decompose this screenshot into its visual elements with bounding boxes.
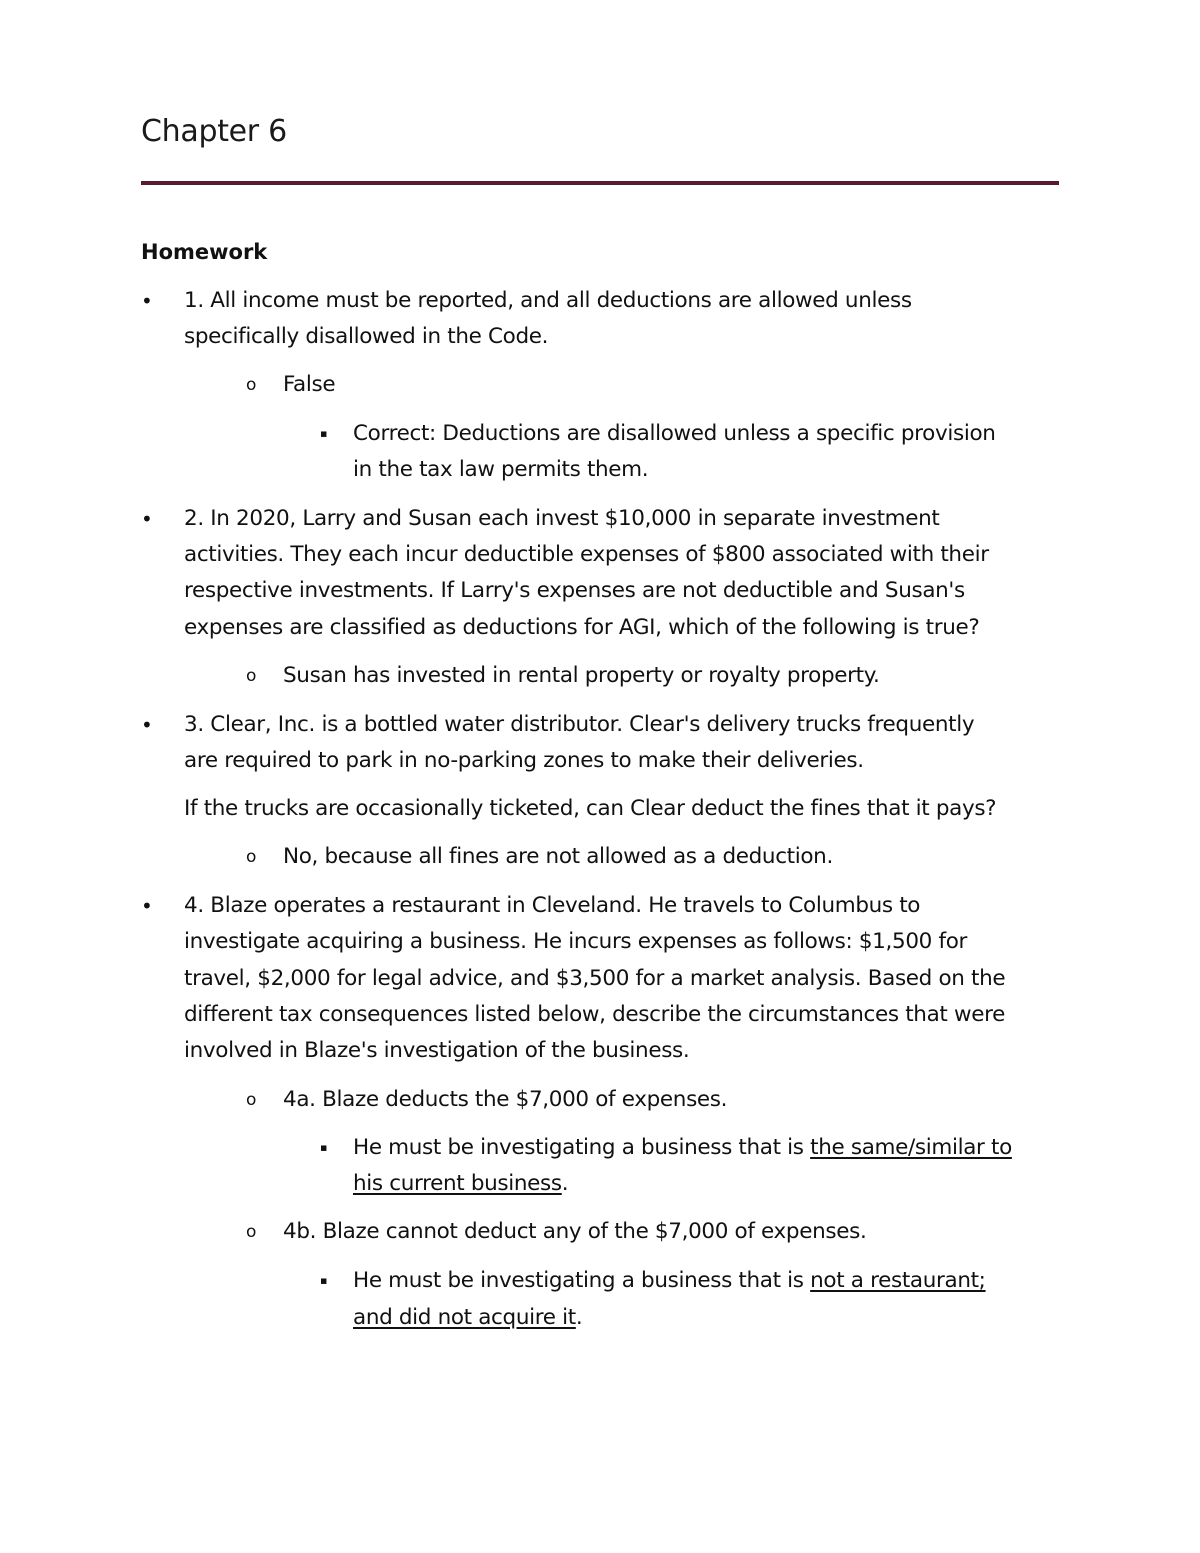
- q4b-answer-underline-1: not a restaurant;: [810, 1268, 986, 1293]
- bullet-marker: •: [141, 894, 153, 918]
- q4b-answer-line-2: [353, 1300, 582, 1337]
- q4b-answer-prefix: He must be investigating a business that is: [353, 1268, 811, 1293]
- bullet-marker: •: [141, 289, 153, 313]
- q1-answer: False: [283, 372, 336, 397]
- q4a-answer-underline-2: his current business: [353, 1171, 562, 1196]
- circle-marker: o: [246, 1090, 257, 1110]
- q4-line-4: different tax consequences listed below, describe the circumstances that were: [184, 1002, 1005, 1027]
- q4b-answer-line-1: [353, 1263, 986, 1300]
- square-marker: ▪: [320, 1274, 328, 1287]
- q4b-text: 4b. Blaze cannot deduct any of the $7,000 of expenses.: [283, 1219, 867, 1244]
- square-marker: ▪: [320, 427, 328, 440]
- q4-line-5: involved in Blaze's investigation of the business.: [184, 1038, 690, 1063]
- q1-line-1: 1. All income must be reported, and all deductions are allowed unless: [184, 288, 912, 313]
- q4-line-1: 4. Blaze operates a restaurant in Cleveland. He travels to Columbus to: [184, 893, 921, 918]
- q3-extra: If the trucks are occasionally ticketed, can Clear deduct the fines that it pays?: [184, 796, 997, 821]
- q4b-answer-suffix: .: [575, 1305, 583, 1330]
- q1-line-2: specifically disallowed in the Code.: [184, 324, 549, 349]
- q4a-answer-suffix: .: [561, 1171, 569, 1196]
- q3-line-1: 3. Clear, Inc. is a bottled water distributor. Clear's delivery trucks frequently: [184, 712, 975, 737]
- q4a-answer-line-1: [353, 1130, 1012, 1167]
- bullet-marker: •: [141, 713, 153, 737]
- title-rule: [141, 181, 1059, 185]
- circle-marker: o: [246, 847, 257, 867]
- bullet-marker: •: [141, 507, 153, 531]
- q1-note-line-2: in the tax law permits them.: [353, 457, 649, 482]
- q4-line-2: investigate acquiring a business. He incurs expenses as follows: $1,500 for: [184, 929, 967, 954]
- q4a-answer-line-2: [353, 1166, 568, 1203]
- q2-line-3: respective investments. If Larry's expenses are not deductible and Susan's: [184, 578, 965, 603]
- chapter-title: Chapter 6: [141, 114, 287, 149]
- q2-line-4: expenses are classified as deductions for AGI, which of the following is true?: [184, 615, 980, 640]
- q3-answer: No, because all fines are not allowed as a deduction.: [283, 844, 833, 869]
- q1-note-line-1: Correct: Deductions are disallowed unless a specific provision: [353, 421, 996, 446]
- q2-answer: Susan has invested in rental property or royalty property.: [283, 663, 880, 688]
- q3-line-2: are required to park in no-parking zones to make their deliveries.: [184, 748, 864, 773]
- circle-marker: o: [246, 1222, 257, 1242]
- q4a-text: 4a. Blaze deducts the $7,000 of expenses.: [283, 1087, 728, 1112]
- section-heading: Homework: [141, 240, 268, 264]
- circle-marker: o: [246, 375, 257, 395]
- square-marker: ▪: [320, 1141, 328, 1154]
- q2-line-2: activities. They each incur deductible expenses of $800 associated with their: [184, 542, 989, 567]
- q4b-answer-underline-2: and did not acquire it: [353, 1305, 576, 1330]
- q2-line-1: 2. In 2020, Larry and Susan each invest $10,000 in separate investment: [184, 506, 940, 531]
- q4a-answer-underline-1: the same/similar to: [810, 1135, 1012, 1160]
- circle-marker: o: [246, 666, 257, 686]
- q4-line-3: travel, $2,000 for legal advice, and $3,500 for a market analysis. Based on the: [184, 966, 1006, 991]
- q4a-answer-prefix: He must be investigating a business that is: [353, 1135, 811, 1160]
